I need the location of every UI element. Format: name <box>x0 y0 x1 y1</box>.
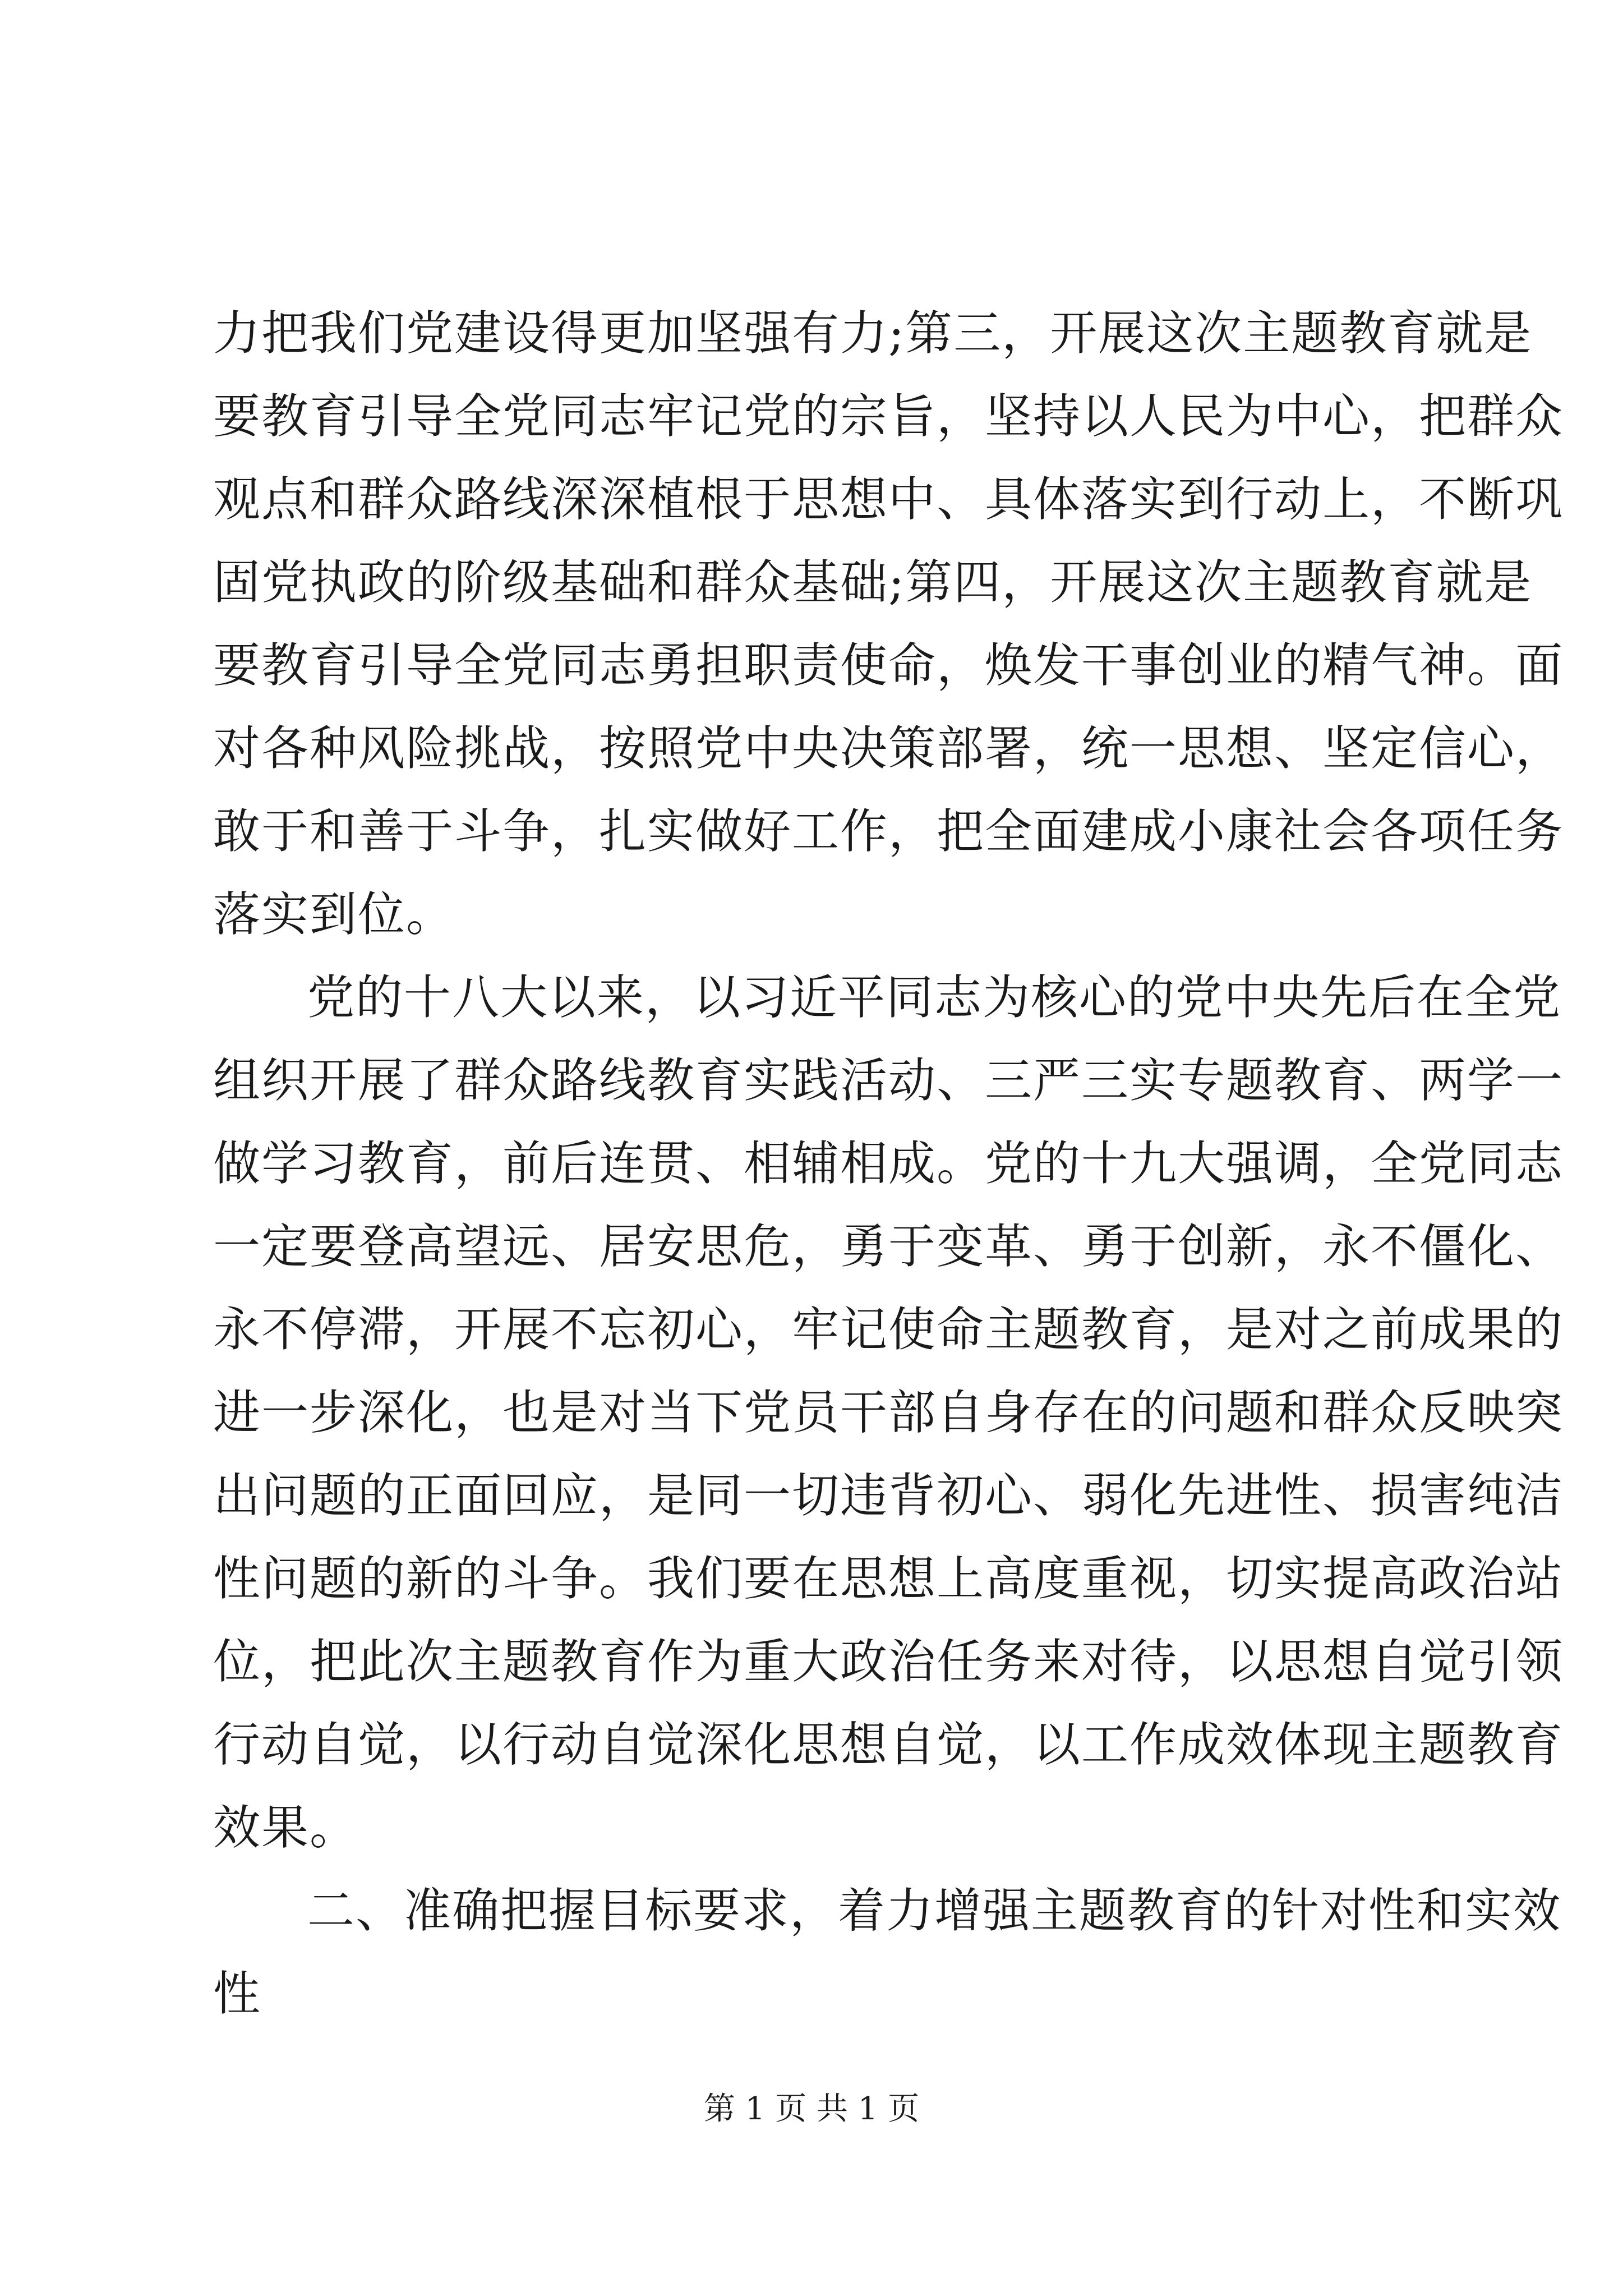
text-line: 力把我们党建设得更加坚强有力;第三，开展这次主题教育就是 <box>213 306 1533 361</box>
text-line: 出问题的正面回应，是同一切违背初心、弱化先进性、损害纯洁 <box>213 1468 1564 1523</box>
section-heading-line: 二、准确把握目标要求，着力增强主题教育的针对性和实效 <box>307 1883 1562 1938</box>
text-line: 位，把此次主题教育作为重大政治任务来对待，以思想自觉引领 <box>213 1634 1564 1689</box>
text-line: 要教育引导全党同志勇担职责使命，焕发干事创业的精气神。面 <box>213 638 1564 693</box>
text-line: 要教育引导全党同志牢记党的宗旨，坚持以人民为中心，把群众 <box>213 389 1564 444</box>
paragraph-start-line: 党的十八大以来，以习近平同志为核心的党中央先后在全党 <box>307 970 1562 1025</box>
text-line: 对各种风险挑战，按照党中央决策部署，统一思想、坚定信心， <box>213 721 1564 776</box>
text-line: 进一步深化，也是对当下党员干部自身存在的问题和群众反映突 <box>213 1385 1564 1440</box>
text-line: 落实到位。 <box>213 887 455 942</box>
document-body <box>213 292 1564 2035</box>
page-footer: 第 1 页 共 1 页 <box>703 2091 920 2127</box>
section-heading-line: 性 <box>213 1966 262 2021</box>
text-line: 效果。 <box>213 1800 358 1855</box>
text-line: 观点和群众路线深深植根于思想中、具体落实到行动上，不断巩 <box>213 472 1564 527</box>
text-line: 永不停滞，开展不忘初心，牢记使命主题教育，是对之前成果的 <box>213 1302 1564 1357</box>
text-line: 固党执政的阶级基础和群众基础;第四，开展这次主题教育就是 <box>213 555 1533 610</box>
text-line: 一定要登高望远、居安思危，勇于变革、勇于创新，永不僵化、 <box>213 1219 1564 1274</box>
text-line: 做学习教育，前后连贯、相辅相成。党的十九大强调，全党同志 <box>213 1136 1564 1191</box>
text-line: 组织开展了群众路线教育实践活动、三严三实专题教育、两学一 <box>213 1053 1564 1108</box>
text-line: 性问题的新的斗争。我们要在思想上高度重视，切实提高政治站 <box>213 1551 1564 1606</box>
text-line: 敢于和善于斗争，扎实做好工作，把全面建成小康社会各项任务 <box>213 804 1564 859</box>
text-line: 行动自觉，以行动自觉深化思想自觉，以工作成效体现主题教育 <box>213 1717 1564 1772</box>
